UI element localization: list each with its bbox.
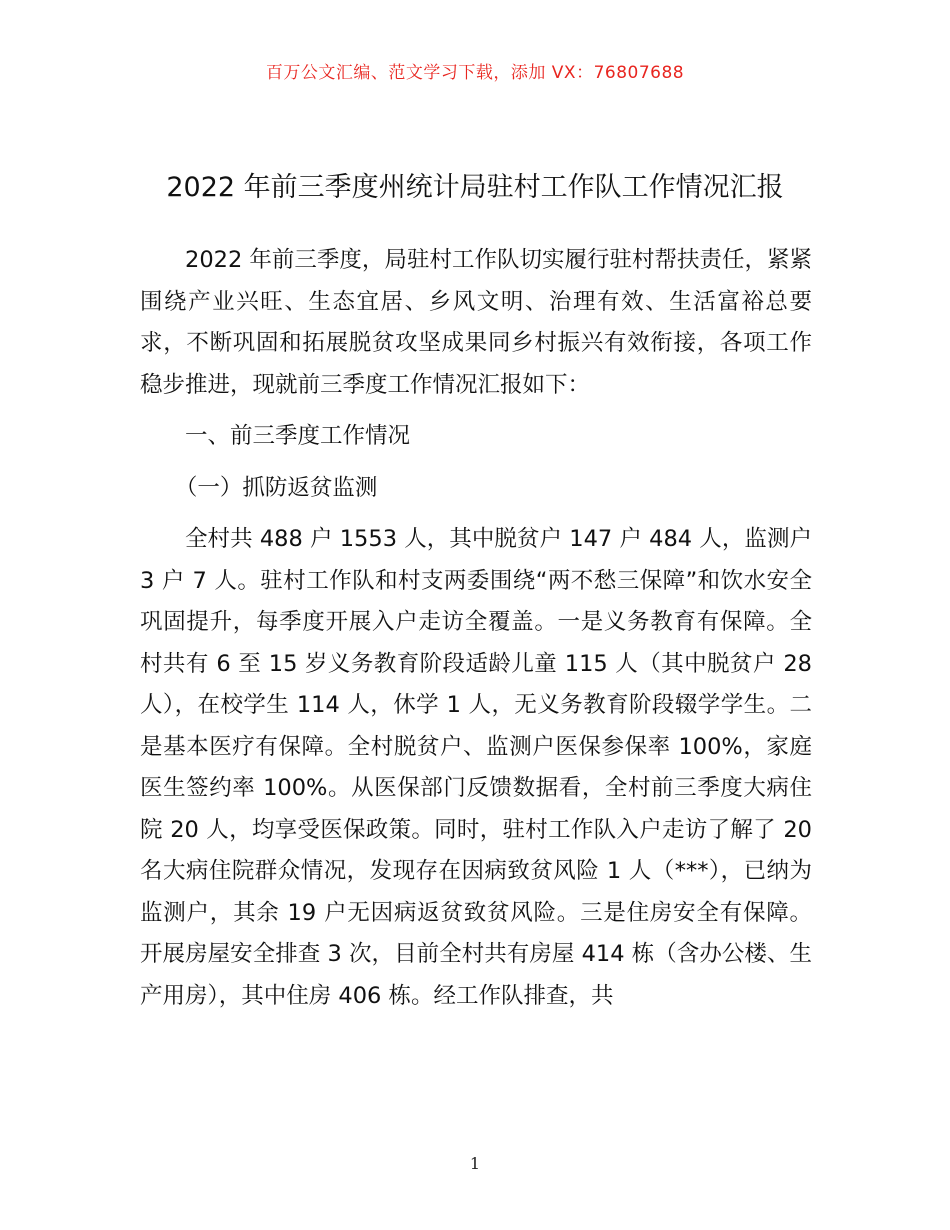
watermark-text: 百万公文汇编、范文学习下载，添加 VX：76807688	[265, 63, 685, 83]
subsection-heading: （一）抓防返贫监测	[174, 474, 378, 501]
intro-paragraph: 2022 年前三季度，局驻村工作队切实履行驻村帮扶责任，紧紧围绕产业兴旺、生态宜居、乡风文明、治理有效、生活富裕总要求，不断巩固和拓展脱贫攻坚成果同乡村振兴有效衔接，各项工作稳步推进，现就前三季度工作情况汇报如下：	[140, 247, 812, 398]
body-paragraph: 全村共 488 户 1553 人，其中脱贫户 147 户 484 人，监测户 3 户 7 人。驻村工作队和村支两委围绕“两不愁三保障”和饮水安全巩固提升，每季度开展入户走访全覆盖。一是义务教育有保障。全村共有 6 至 15 岁义务教育阶段适龄儿童 115 人（其中脱贫户 28 人），在校学生 114 人，休学 1 人，无义务教育阶段辍学学生。二是基本医疗有保障。全村脱贫户、监测户医保参保率 100%，家庭医生签约率 100%。从医保部门反馈数据看，全村前三季度大病住院 20 人，均享受医保政策。同时，驻村工作队入户走访了解了 20 名大病住院群众情况，发现存在因病致贫风险 1 人（***），已纳为监测户，其余 19 户无因病返贫致贫风险。三是住房安全有保障。开展房屋安全排查 3 次，目前全村共有房屋 414 栋（含办公楼、生产用房），其中住房 406 栋。经工作队排查，共	[140, 526, 812, 1009]
section-heading: 一、前三季度工作情况	[185, 423, 411, 449]
document-title: 2022 年前三季度州统计局驻村工作队工作情况汇报	[166, 172, 784, 203]
document-body	[140, 240, 812, 1017]
page-number: 1	[469, 1154, 481, 1173]
